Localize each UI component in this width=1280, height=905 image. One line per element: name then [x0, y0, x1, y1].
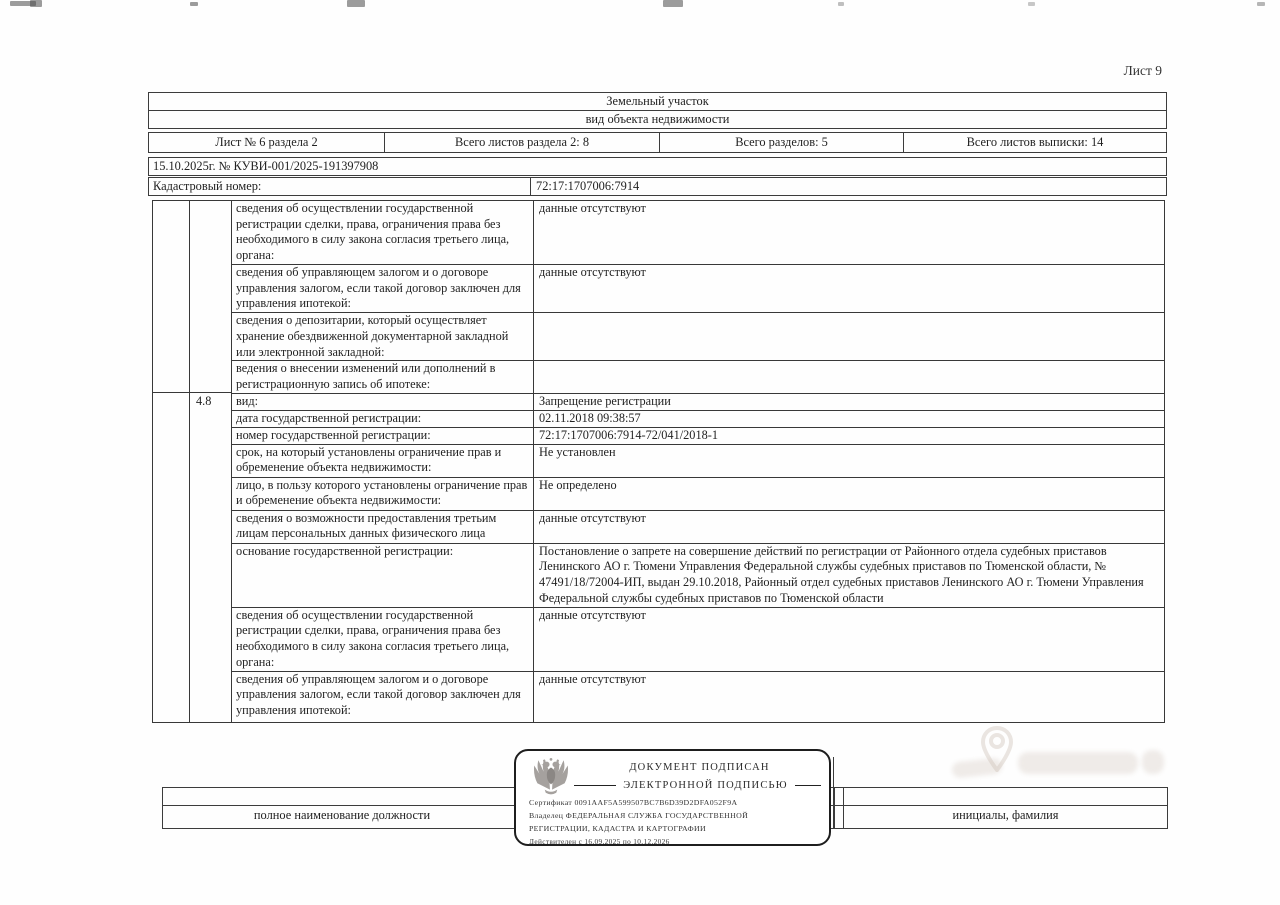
- section-number: 4.8: [196, 394, 212, 408]
- row-label: сведения о возможности предоставления третьим лицам персональных данных физического лица: [232, 511, 534, 543]
- object-type-caption: вид объекта недвижимости: [585, 111, 730, 126]
- section-sheet-cell: Лист № 6 раздела 2: [149, 133, 385, 152]
- name-signature-box: [833, 787, 1168, 829]
- table-row: [232, 361, 1164, 393]
- stamp-certificate: Сертификат 0091AAF5A599507BC7B6D39D2DFA052F9A: [529, 798, 738, 807]
- stamp-dash-right: [795, 785, 821, 787]
- row-label: дата государственной регистрации:: [232, 411, 534, 427]
- section-total-cell: Всего листов раздела 2: 8: [385, 133, 660, 152]
- watermark-blob: [1142, 750, 1164, 774]
- row-label: сведения о депозитарии, который осуществляет хранение обездвиженной документарной закладной или электронной закладной:: [232, 313, 534, 360]
- table-rows: [232, 201, 1164, 722]
- table-row: [232, 394, 1164, 411]
- row-label: ведения о внесении изменений или дополнений в регистрационную запись об ипотеке:: [232, 361, 534, 392]
- scan-line-fragment: [833, 757, 834, 789]
- object-type-value: Земельный участок: [149, 93, 1166, 111]
- position-caption: полное наименование должности: [253, 808, 431, 822]
- table-number-column: [190, 201, 232, 722]
- row-value: Постановление о запрете на совершение действий по регистрации от Районного отдела судебных приставов Ленинского АО г. Тюмени Управления Федеральной службы судебных приставов по Тюменской области, № 47491/18/72004-ИП, выдан 29.10.2018, Районный отдел судебных приставов Ленинского АО г. Тюмени Управления Федеральной службы судебных приставов по Тюменской области: [539, 543, 1144, 605]
- row-label: лицо, в пользу которого установлены ограничение прав и обременение объекта недвижимости:: [232, 478, 534, 510]
- restrictions-table: [152, 200, 1165, 723]
- scan-artifact: [30, 0, 42, 7]
- table-row: [232, 411, 1164, 428]
- row-value: Запрещение регистрации: [539, 393, 671, 408]
- row-value: Не установлен: [539, 444, 616, 459]
- row-label: номер государственной регистрации:: [232, 428, 534, 444]
- table-row: [232, 265, 1164, 313]
- sheet-number-label: Лист 9: [1123, 63, 1162, 78]
- map-pin-icon: [980, 726, 1014, 772]
- row-group-divider: [152, 392, 232, 394]
- watermark: [952, 726, 1172, 790]
- table-row: [232, 511, 1164, 544]
- row-label: вид:: [232, 394, 534, 410]
- stamp-title-line1: ДОКУМЕНТ ПОДПИСАН: [629, 762, 770, 773]
- row-label: сведения об осуществлении государственной регистрации сделки, права, ограничения права без необходимого в силу закона согласия третьего лица, органа:: [232, 608, 534, 671]
- sheet-info-row: [148, 132, 1167, 153]
- stamp-owner-line1: Владелец ФЕДЕРАЛЬНАЯ СЛУЖБА ГОСУДАРСТВЕННОЙ: [529, 811, 749, 820]
- row-label: основание государственной регистрации:: [232, 544, 534, 607]
- table-row: [232, 445, 1164, 478]
- cadastral-number-row: [148, 177, 1167, 196]
- row-value: данные отсутствуют: [539, 265, 646, 279]
- date-number-box: 15.10.2025г. № КУВИ-001/2025-191397908: [148, 157, 1167, 176]
- table-spine-column: [153, 201, 190, 722]
- table-row: [232, 428, 1164, 445]
- row-value: 02.11.2018 09:38:57: [539, 410, 641, 425]
- table-row: [232, 478, 1164, 511]
- watermark-blob: [951, 757, 1002, 778]
- scan-artifact: [347, 0, 365, 7]
- stamp-owner-line2: РЕГИСТРАЦИИ, КАДАСТРА И КАРТОГРАФИИ: [529, 824, 707, 833]
- table-row: [232, 608, 1164, 672]
- stamp-dash-left: [574, 785, 616, 787]
- row-value: [534, 313, 1164, 360]
- row-value: 72:17:1707006:7914-72/041/2018-1: [539, 427, 718, 442]
- stamp-title-line2: ЭЛЕКТРОННОЙ ПОДПИСЬЮ: [623, 780, 788, 791]
- scan-artifact: [838, 2, 844, 6]
- sections-total-cell: Всего разделов: 5: [660, 133, 904, 152]
- row-value: данные отсутствуют: [539, 671, 646, 686]
- row-value: [534, 361, 1164, 392]
- row-label: срок, на который установлены ограничение прав и обременение объекта недвижимости:: [232, 445, 534, 477]
- row-label: сведения об управляющем залогом и о договоре управления залогом, если такой договор заключен для управления ипотекой:: [232, 265, 534, 312]
- scan-artifact: [190, 2, 198, 6]
- signature-line: [834, 805, 1167, 806]
- row-label: сведения об осуществлении государственной регистрации сделки, права, ограничения права без необходимого в силу закона согласия третьего лица, органа:: [232, 201, 534, 264]
- name-caption: инициалы, фамилия: [952, 808, 1059, 822]
- watermark-blob: [1018, 752, 1138, 774]
- stamp-title-line2-row: [572, 780, 823, 791]
- object-type-box: [148, 92, 1167, 129]
- row-value: данные отсутствуют: [539, 607, 646, 622]
- row-value: данные отсутствуют: [539, 201, 646, 215]
- table-row: [232, 672, 1164, 722]
- row-label: сведения об управляющем залогом и о договоре управления залогом, если такой договор заключен для управления ипотекой:: [232, 672, 534, 722]
- row-value: Не определено: [539, 477, 617, 492]
- table-row: [232, 313, 1164, 361]
- coat-of-arms-icon: [529, 756, 573, 798]
- cadastral-number-value: 72:17:1707006:7914: [536, 179, 640, 193]
- scan-artifact: [1257, 2, 1265, 6]
- esign-stamp: [514, 749, 831, 846]
- scan-artifact: [663, 0, 683, 7]
- table-row: [232, 201, 1164, 265]
- table-row: [232, 544, 1164, 608]
- scan-artifact: [1028, 2, 1035, 6]
- extract-total-cell: Всего листов выписки: 14: [966, 135, 1104, 149]
- stamp-validity: Действителен с 16.09.2025 по 10.12.2026: [529, 837, 670, 846]
- row-value: данные отсутствуют: [539, 510, 646, 525]
- cadastral-number-label: Кадастровый номер:: [149, 178, 531, 195]
